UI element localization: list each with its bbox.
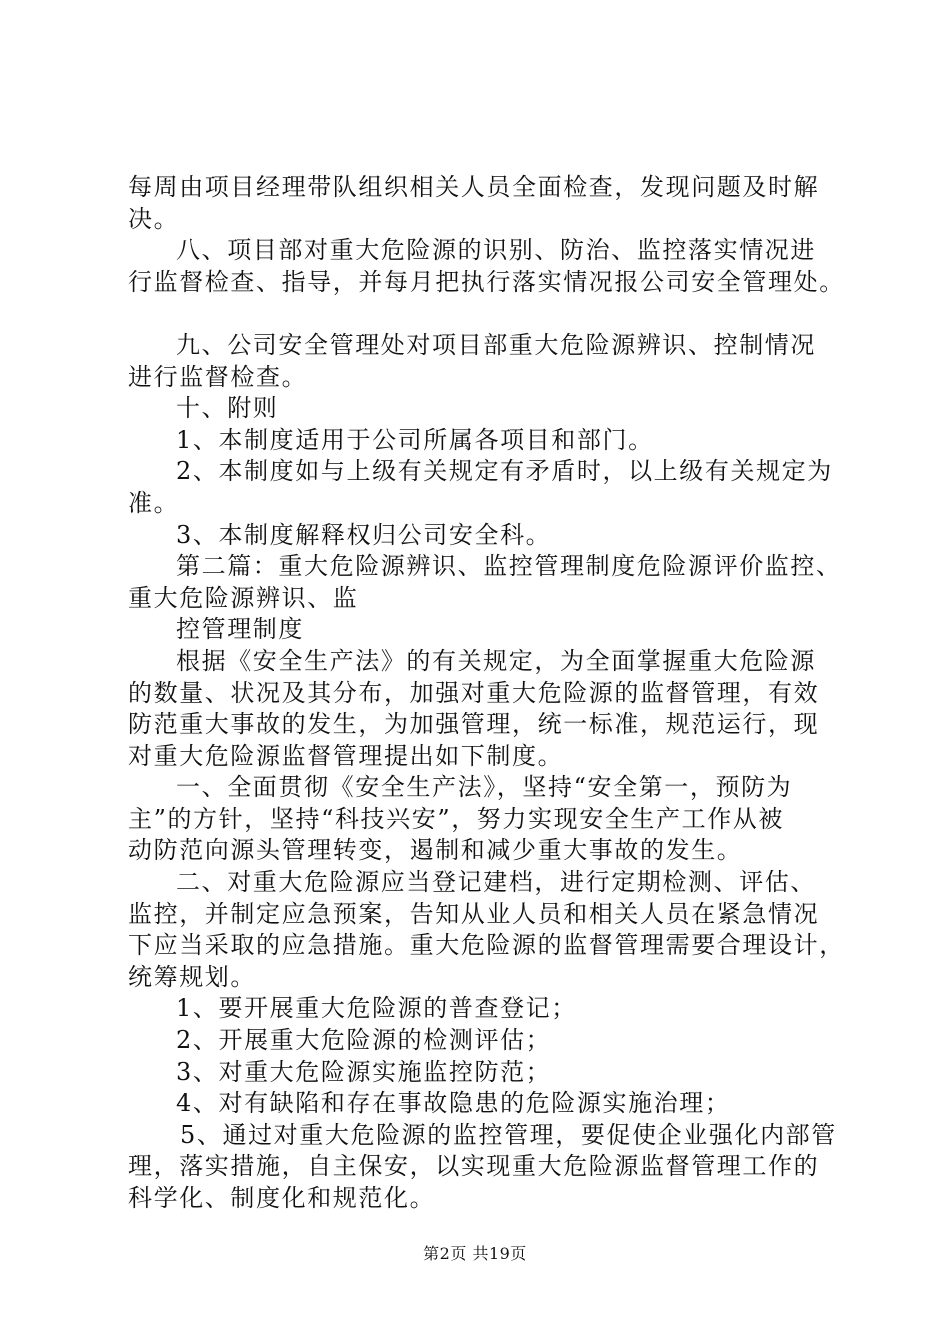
paragraph-line: 二、对重大危险源应当登记建档，进行定期检测、评估、 — [176, 868, 816, 897]
paragraph-line: 行监督检查、指导，并每月把执行落实情况报公司安全管理处。 — [128, 267, 845, 296]
list-item: 5、通过对重大危险源的监控管理，要促使企业强化内部管 — [180, 1120, 837, 1149]
paragraph-line: 一、全面贯彻《安全生产法》，坚持“安全第一，预防为 — [176, 773, 793, 802]
paragraph-line: 八、项目部对重大危险源的识别、防治、监控落实情况进 — [176, 236, 816, 265]
paragraph-line: 防范重大事故的发生，为加强管理，统一标准，规范运行，现 — [128, 710, 820, 739]
list-item: 1、本制度适用于公司所属各项目和部门。 — [176, 425, 654, 454]
paragraph-line: 根据《安全生产法》的有关规定，为全面掌握重大危险源 — [176, 646, 816, 675]
chapter-title: 控管理制度 — [176, 615, 304, 644]
paragraph-line: 进行监督检查。 — [128, 362, 308, 391]
list-item: 3、本制度解释权归公司安全科。 — [176, 520, 552, 549]
paragraph-line: 的数量、状况及其分布，加强对重大危险源的监督管理，有效 — [128, 678, 820, 707]
section-heading: 十、附则 — [176, 394, 279, 423]
paragraph-line: 每周由项目经理带队组织相关人员全面检查，发现问题及时解 — [128, 173, 820, 201]
list-item: 4、对有缺陷和存在事故隐患的危险源实施治理； — [176, 1089, 731, 1118]
paragraph-line: 主”的方针，坚持“科技兴安”，努力实现安全生产工作从被 — [128, 804, 785, 833]
paragraph-line: 科学化、制度化和规范化。 — [128, 1184, 436, 1212]
document-body — [128, 172, 845, 1215]
paragraph-line: 统筹规划。 — [128, 962, 256, 991]
paragraph-line: 准。 — [128, 488, 180, 517]
blank-line — [128, 298, 842, 330]
paragraph-line: 决。 — [128, 204, 180, 233]
list-item: 2、本制度如与上级有关规定有矛盾时，以上级有关规定为 — [176, 457, 833, 486]
chapter-title: 重大危险源辨识、监 — [128, 583, 359, 612]
list-item: 3、对重大危险源实施监控防范； — [176, 1057, 552, 1086]
list-item: 1、要开展重大危险源的普查登记； — [176, 994, 577, 1023]
paragraph-line: 动防范向源头管理转变，遏制和减少重大事故的发生。 — [128, 836, 743, 865]
paragraph-line: 理，落实措施，自主保安，以实现重大危险源监督管理工作的 — [128, 1152, 820, 1181]
paragraph-line: 下应当采取的应急措施。重大危险源的监督管理需要合理设计， — [128, 931, 845, 960]
paragraph-line: 对重大危险源监督管理提出如下制度。 — [128, 741, 564, 770]
list-item: 2、开展重大危险源的检测评估； — [176, 1026, 552, 1055]
page-number-footer: 第2页 共19页 — [423, 1244, 527, 1263]
paragraph-line: 九、公司安全管理处对项目部重大危险源辨识、控制情况 — [176, 330, 816, 359]
chapter-title: 第二篇：重大危险源辨识、监控管理制度危险源评价监控、 — [176, 552, 842, 581]
paragraph-line: 监控，并制定应急预案，告知从业人员和相关人员在紧急情况 — [128, 899, 820, 928]
